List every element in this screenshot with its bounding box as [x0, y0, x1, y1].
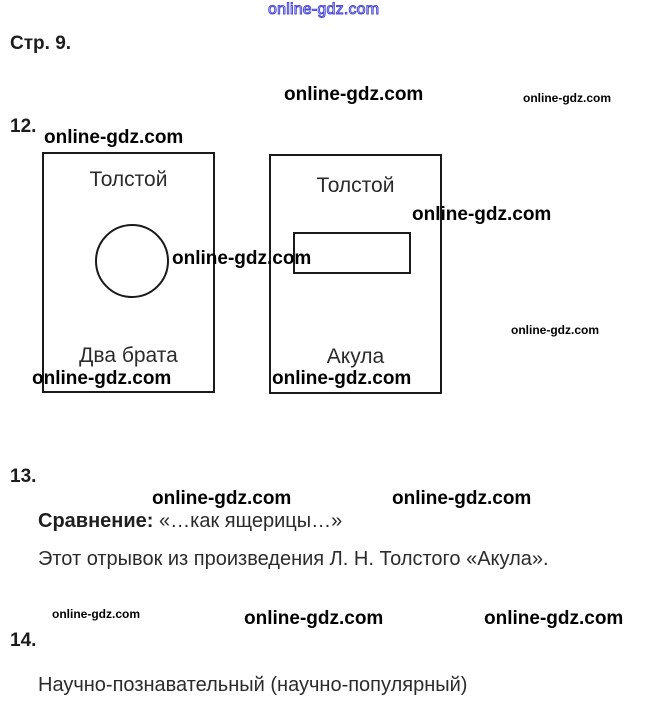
cover-title: Акула: [326, 345, 385, 368]
comparison-line: [38, 510, 342, 533]
watermark: online-gdz.com: [392, 488, 532, 509]
task-number-13: 13.: [10, 466, 37, 487]
task14-answer: Научно-познавательный (научно-популярный): [38, 674, 468, 696]
watermark: online-gdz.com: [484, 608, 624, 629]
task-number-14: 14.: [10, 630, 37, 651]
comparison-text: «…как ящерицы…»: [159, 510, 343, 532]
book-cover-shark: [269, 154, 442, 394]
watermark: online-gdz.com: [284, 84, 424, 105]
page-heading: Стр. 9.: [10, 33, 72, 54]
book-cover-two-brothers: [42, 152, 215, 393]
watermark-top: online-gdz.com: [268, 1, 380, 18]
watermark: online-gdz.com: [412, 204, 552, 225]
cover-author: Толстой: [316, 174, 395, 197]
cover-title: Два брата: [79, 344, 178, 367]
watermark: online-gdz.com: [272, 368, 412, 389]
watermark: online-gdz.com: [172, 248, 312, 269]
watermark: online-gdz.com: [32, 368, 172, 389]
comparison-label: Сравнение:: [38, 510, 154, 532]
cover-author: Толстой: [89, 168, 168, 191]
watermark: online-gdz.com: [44, 127, 184, 148]
circle-shape: [95, 224, 169, 298]
task-number-12: 12.: [10, 116, 37, 137]
watermark: online-gdz.com: [152, 488, 292, 509]
watermark: online-gdz.com: [511, 323, 599, 337]
watermark: online-gdz.com: [523, 91, 611, 105]
watermark: online-gdz.com: [244, 608, 384, 629]
watermark: online-gdz.com: [52, 607, 140, 621]
task13-answer: Этот отрывок из произведения Л. Н. Толстого «Акула».: [38, 548, 549, 570]
